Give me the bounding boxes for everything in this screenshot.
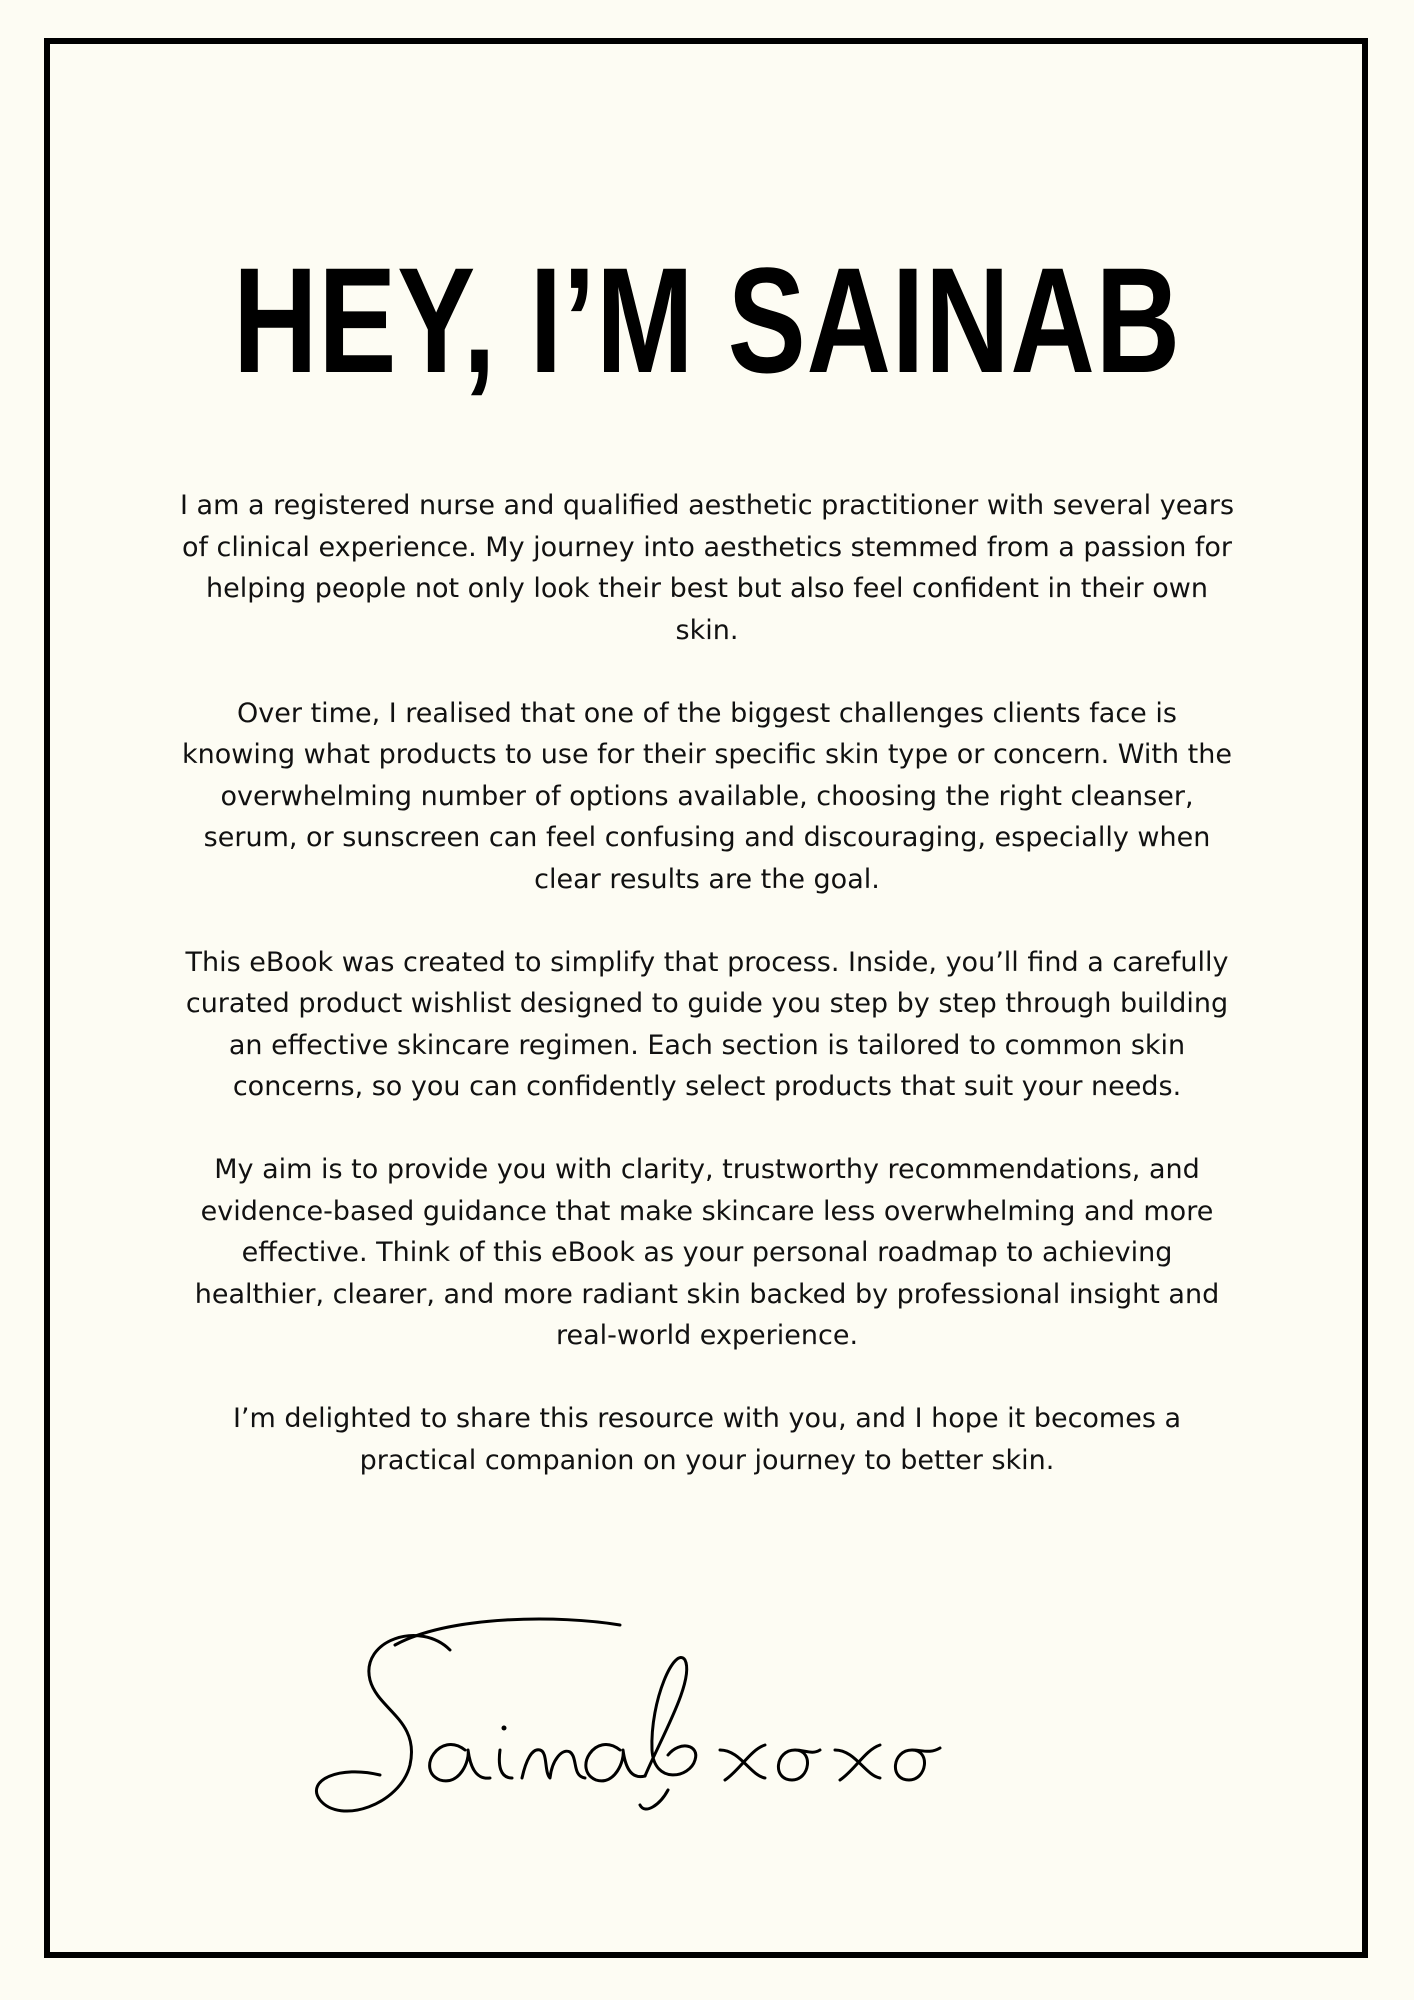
intro-text xyxy=(180,485,1234,1523)
paragraph-3: This eBook was created to simplify that process. Inside, you’ll find a carefully curated product wishlist designed to guide you step by step through building an effective skincare regimen. Each section is tailored to common skin concerns, so you can confidently select products that suit your needs. xyxy=(185,946,1229,1102)
paragraph-5: I’m delighted to share this resource with you, and I hope it becomes a practical companion on your journey to better skin. xyxy=(232,1403,1182,1476)
paragraph-1: I am a registered nurse and qualified aesthetic practitioner with several years of clinical experience. My journey into aesthetics stemmed from a passion for helping people not only look their best but also feel confident in their own skin. xyxy=(180,490,1235,646)
paragraph-4: My aim is to provide you with clarity, trustworthy recommendations, and evidence-based guidance that make skincare less overwhelming and more effective. Think of this eBook as your personal roadmap to achieving healthier, clearer, and more radiant skin backed by professional insight and real-world experience. xyxy=(194,1154,1220,1351)
handwritten-signature xyxy=(300,1600,1060,1830)
paragraph-2: Over time, I realised that one of the biggest challenges clients face is knowing what products to use for their specific skin type or concern. With the overwhelming number of options available, choosing the right cleanser, serum, or sunscreen can feel confusing and discouraging, especially when clear results are the goal. xyxy=(182,697,1232,895)
page-title: HEY, I’M SAINAB xyxy=(233,236,1181,404)
